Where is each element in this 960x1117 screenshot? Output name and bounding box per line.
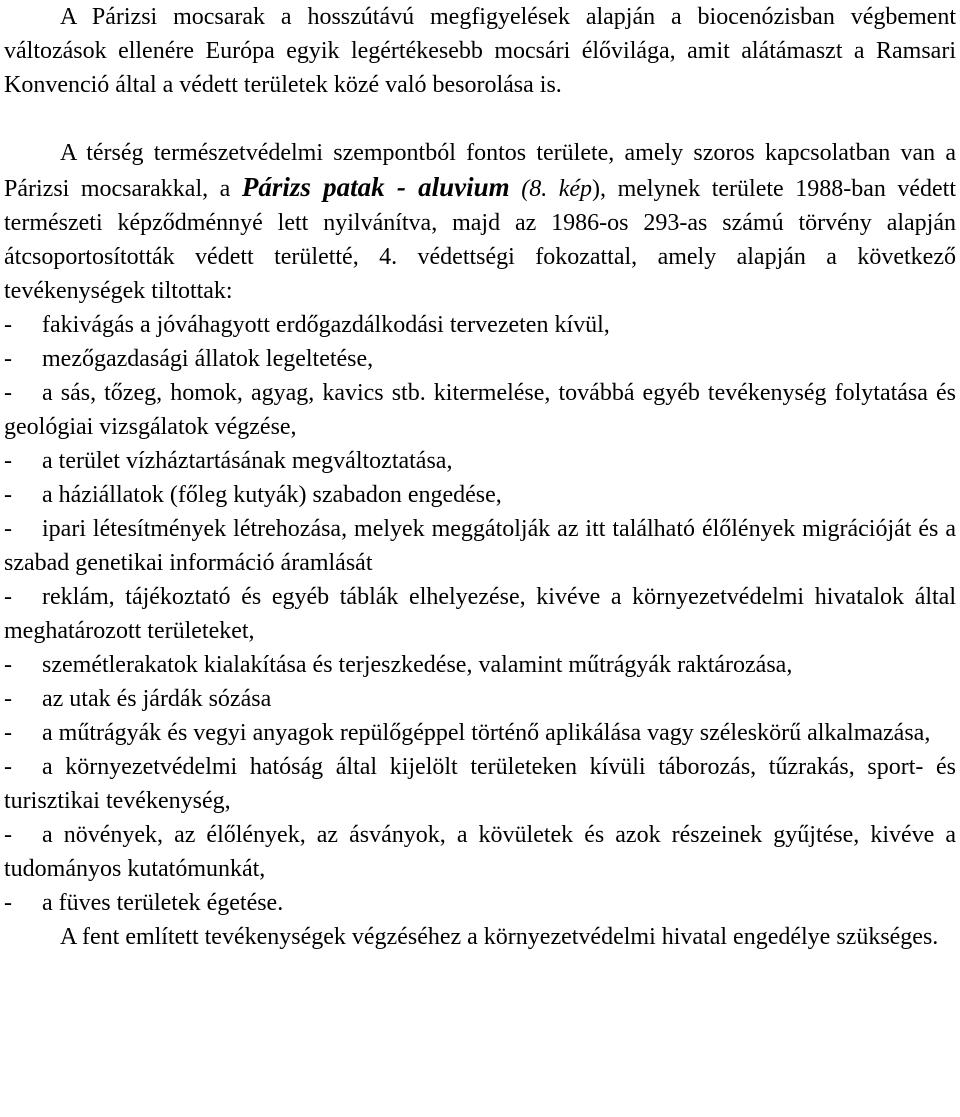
list-item — [4, 682, 956, 716]
list-item — [4, 648, 956, 682]
list-item-text: szemétlerakatok kialakítása és terjeszkedése, valamint műtrágyák raktározása, — [42, 652, 793, 678]
figure-ref-open: (8. — [509, 176, 559, 202]
list-item — [4, 342, 956, 376]
list-dash: - — [4, 584, 12, 610]
figure-ref: kép — [558, 176, 593, 202]
site-name-highlight: Párizs patak - aluvium — [241, 172, 510, 202]
list-item-text: a műtrágyák és vegyi anyagok repülőgéppel történő aplikálása vagy széleskörű alkalmazása, — [42, 720, 931, 746]
list-item-text: a környezetvédelmi hatóság által kijelölt területeken kívüli táborozás, tűzrakás, sport- és turisztikai tevékenység, — [4, 754, 956, 814]
list-item — [4, 308, 956, 342]
list-item-text: a füves területek égetése. — [42, 890, 284, 916]
list-dash: - — [4, 686, 12, 712]
list-item-text: mezőgazdasági állatok legeltetése, — [42, 346, 374, 372]
list-item — [4, 716, 956, 750]
paragraph-protected-area — [4, 136, 956, 308]
prohibited-activities-list — [4, 308, 956, 920]
figure-ref-close: ), — [592, 176, 607, 202]
list-item — [4, 478, 956, 512]
list-item-text: a növények, az élőlények, az ásványok, a kövületek és azok részeinek gyűjtése, kivéve a tudományos kutatómunkát, — [4, 822, 956, 882]
list-item-text: a terület vízháztartásának megváltoztatása, — [42, 448, 453, 474]
list-dash: - — [4, 482, 12, 508]
list-item — [4, 444, 956, 478]
paragraph-protected-area-intro: A térség természetvédelmi szempontból fontos területe, amely szoros kapcsolatban van a Párizsi mocsarakkal, a — [4, 140, 956, 202]
list-item — [4, 750, 956, 818]
list-dash: - — [4, 890, 12, 916]
list-dash: - — [4, 754, 12, 780]
list-item — [4, 376, 956, 444]
list-item — [4, 886, 956, 920]
list-item-text: a sás, tőzeg, homok, agyag, kavics stb. kitermelése, továbbá egyéb tevékenység folytatása és geológiai vizsgálatok végzése, — [4, 380, 956, 440]
list-item-text: fakivágás a jóváhagyott erdőgazdálkodási tervezeten kívül, — [42, 312, 610, 338]
paragraph-closing: A fent említett tevékenységek végzéséhez a környezetvédelmi hivatal engedélye szükséges. — [60, 924, 939, 950]
list-item-text: ipari létesítmények létrehozása, melyek meggátolják az itt található élőlények migrációját és a szabad genetikai információ áramlását — [4, 516, 956, 576]
list-dash: - — [4, 448, 12, 474]
list-dash: - — [4, 346, 12, 372]
list-dash: - — [4, 380, 12, 406]
list-item-text: a háziállatok (főleg kutyák) szabadon engedése, — [42, 482, 502, 508]
list-item-text: az utak és járdák sózása — [42, 686, 272, 712]
list-dash: - — [4, 822, 12, 848]
list-dash: - — [4, 720, 12, 746]
list-dash: - — [4, 652, 12, 678]
list-item-text: reklám, tájékoztató és egyéb táblák elhelyezése, kivéve a környezetvédelmi hivatalok által meghatározott területeket, — [4, 584, 956, 644]
list-item — [4, 580, 956, 648]
list-dash: - — [4, 516, 12, 542]
paragraph-ramsar: A Párizsi mocsarak a hosszútávú megfigyelések alapján a biocenózisban végbement változások ellenére Európa egyik legértékesebb mocsári élővilága, amit alátámaszt a Ramsari Konvenció által a védett területek közé való besorolása is. — [4, 4, 956, 98]
list-dash: - — [4, 312, 12, 338]
paragraph-protected-area-rest: melynek területe 1988-ban védett természeti képződménnyé lett nyilvánítva, majd az 1986-os 293-as számú törvény alapján átcsoportosították védett területté, 4. védettségi fokozattal, amely alapján a következő tevékenységek tiltottak: — [4, 176, 957, 304]
list-item — [4, 512, 956, 580]
list-item — [4, 818, 956, 886]
